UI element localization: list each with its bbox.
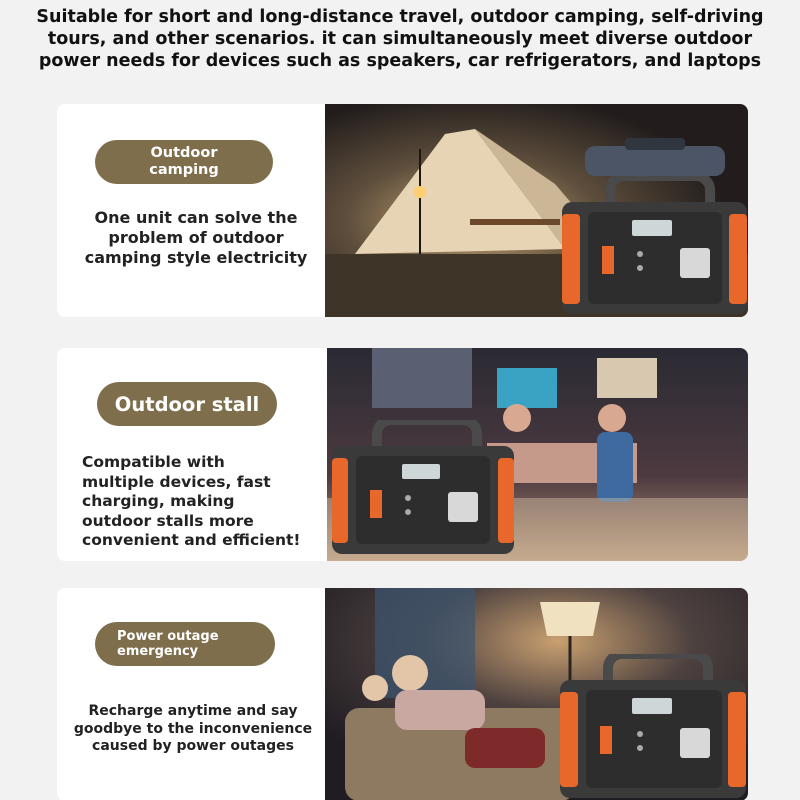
desc-line: charging, making xyxy=(82,492,235,510)
scene-description xyxy=(71,703,315,756)
desc-line: caused by power outages xyxy=(92,738,294,754)
scene-card-outage xyxy=(57,588,748,800)
scene-tag-line: camping xyxy=(149,162,219,178)
headline-line: Suitable for short and long-distance travel, outdoor camping, self-driving xyxy=(36,7,764,27)
scene-tag xyxy=(95,622,275,666)
desc-line: convenient and efficient! xyxy=(82,531,301,549)
scene-tag-line: emergency xyxy=(117,644,199,659)
desc-line: camping style electricity xyxy=(84,248,308,267)
desc-line: goodbye to the inconvenience xyxy=(73,720,313,737)
scene-tag-line: Power outage xyxy=(117,629,219,644)
scene-tag xyxy=(95,140,273,184)
desc-line: multiple devices, fast xyxy=(82,472,271,491)
power-station-device xyxy=(562,176,747,316)
scene-card-stall xyxy=(57,348,748,561)
desc-line: outdoor stalls more xyxy=(82,511,254,530)
headline xyxy=(20,6,780,72)
desc-line: One unit can solve the xyxy=(94,208,298,227)
power-station-device xyxy=(332,420,514,555)
desc-line: Compatible with xyxy=(82,453,225,471)
scene-description xyxy=(71,208,321,268)
scene-text-panel xyxy=(57,348,325,561)
desc-line: problem of outdoor xyxy=(108,228,284,247)
scene-card-camping xyxy=(57,104,748,317)
lamp-shade xyxy=(540,602,600,636)
scene-tag: Outdoor stall xyxy=(97,382,277,426)
scene-text-panel xyxy=(57,104,325,317)
headline-line: tours, and other scenarios. it can simultaneously meet diverse outdoor xyxy=(47,29,753,49)
desc-line: Recharge anytime and say xyxy=(88,703,298,719)
scene-description xyxy=(82,453,322,551)
scene-tag-line: Outdoor xyxy=(150,145,218,161)
power-station-device xyxy=(560,654,746,799)
headline-line: power needs for devices such as speakers, car refrigerators, and laptops xyxy=(38,51,762,71)
scene-text-panel xyxy=(57,588,325,800)
